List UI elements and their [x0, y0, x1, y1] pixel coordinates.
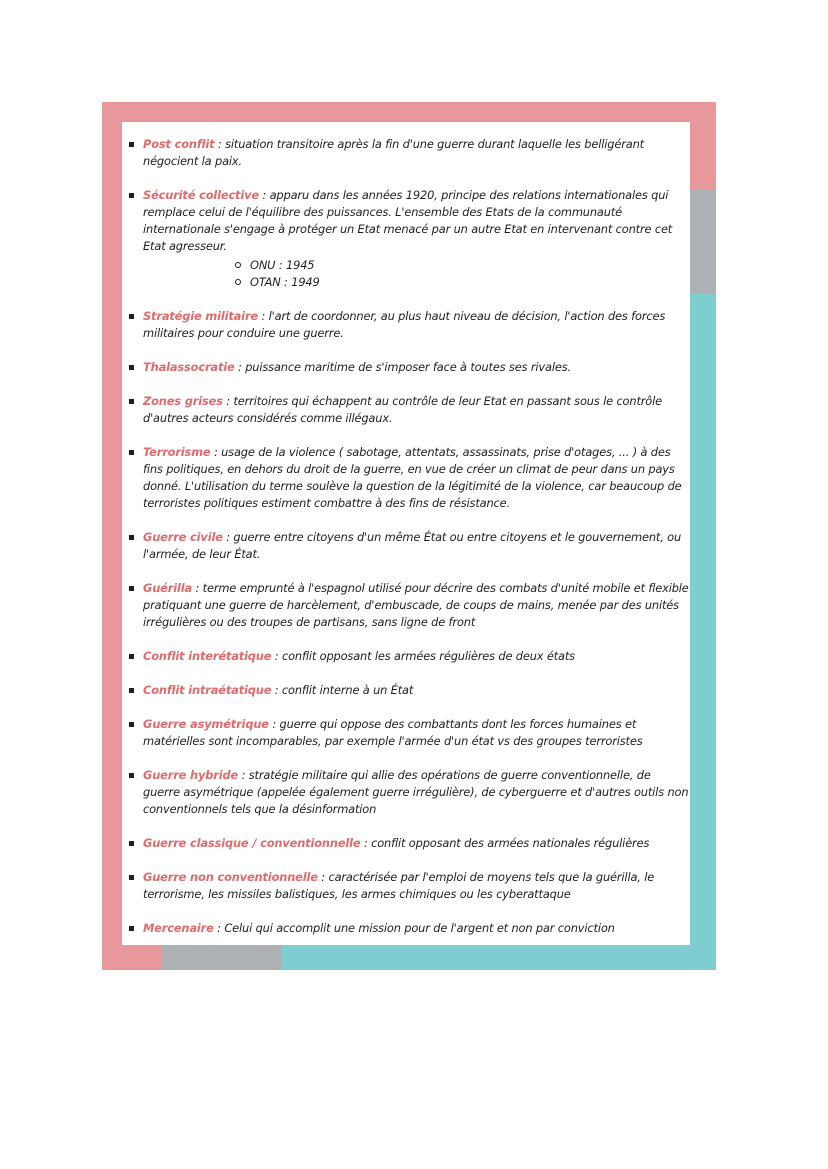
definition-text: : situation transitoire après la fin d'une guerre durant laquelle les belligérant négocient la paix. — [143, 137, 644, 168]
definition-text: : Celui qui accomplit une mission pour de l'argent et non par conviction — [213, 921, 615, 935]
frame-top-pink — [102, 102, 716, 122]
definition-strategie-militaire — [122, 308, 690, 342]
frame-right-pink — [690, 102, 716, 190]
definition-thalassocratie — [122, 359, 690, 376]
definition-text: : caractérisée par l'emploi de moyens tels que la guérilla, le terrorisme, les missiles balistiques, les armes chimiques ou les cyberattaque — [143, 870, 655, 901]
frame-right-gray — [690, 190, 716, 294]
definition-term: Stratégie militaire — [143, 309, 258, 323]
definition-conflit-interetatique — [122, 648, 690, 665]
definition-text: : conflit opposant les armées régulières de deux états — [271, 649, 575, 663]
definition-text: : usage de la violence ( sabotage, attentats, assassinats, prise d'otages, ... ) à des fins politiques, en dehors du droit de la guerre, en vue de créer un climat de peur dans un pays donné. L'utilisation du terme soulève la question de la légitimité de la violence, car beaucoup de terroristes politiques estiment combattre à des fins de résistance. — [143, 445, 682, 510]
definition-text: : guerre entre citoyens d'un même État ou entre citoyens et le gouvernement, ou l'armée, de leur État. — [143, 530, 682, 561]
definition-guerre-non-conventionnelle — [122, 869, 690, 903]
definition-term: Zones grises — [143, 394, 223, 408]
frame-left-pink — [102, 102, 122, 970]
definition-text: : puissance maritime de s'imposer face à toutes ses rivales. — [234, 360, 571, 374]
definition-guerre-asymetrique — [122, 716, 690, 750]
definition-text: : terme emprunté à l'espagnol utilisé pour décrire des combats d'unité mobile et flexible pratiquant une guerre de harcèlement, d'embuscade, de coups de mains, menée par des unités irrégulières ou des troupes de partisans, sans ligne de front — [143, 581, 689, 629]
definition-guerilla — [122, 580, 690, 631]
definitions-list — [122, 136, 690, 954]
frame-right-teal — [690, 294, 716, 970]
definition-guerre-civile — [122, 529, 690, 563]
definition-term: Thalassocratie — [143, 360, 235, 374]
definitions-card — [122, 122, 690, 945]
definition-term: Guerre non conventionnelle — [143, 870, 318, 884]
definition-guerre-classique — [122, 835, 690, 852]
definition-term: Guerre asymétrique — [143, 717, 269, 731]
sub-list — [143, 257, 690, 291]
definition-securite-collective — [122, 187, 690, 291]
definition-text: : conflit interne à un État — [271, 683, 414, 697]
definition-conflit-intraetatique — [122, 682, 690, 699]
definition-mercenaire — [122, 920, 690, 937]
definition-post-conflit — [122, 136, 690, 170]
definition-term: Guerre hybride — [143, 768, 239, 782]
definition-term: Conflit intraétatique — [143, 683, 272, 697]
definition-term: Conflit interétatique — [143, 649, 272, 663]
definition-guerre-hybride — [122, 767, 690, 818]
definition-term: Post conflit — [143, 137, 215, 151]
definition-text: : apparu dans les années 1920, principe des relations internationales qui remplace celui de l'équilibre des puissances. L'ensemble des Etats de la communauté internationale s'engage à protéger un Etat menacé par un autre Etat en intervenant contre cet Etat agresseur. — [143, 188, 673, 253]
definition-term: Sécurité collective — [143, 188, 259, 202]
definition-text: : territoires qui échappent au contrôle de leur Etat en passant sous le contrôle d'autres acteurs considérés comme illégaux. — [143, 394, 662, 425]
definition-term: Mercenaire — [143, 921, 214, 935]
definition-term: Guérilla — [143, 581, 193, 595]
definition-term: Guerre classique / conventionnelle — [143, 836, 361, 850]
definition-text: : stratégie militaire qui allie des opérations de guerre conventionnelle, de guerre asymétrique (appelée également guerre irrégulière), de cyberguerre et d'autres outils non conventionnels tels que la désinformation — [143, 768, 689, 816]
definition-zones-grises — [122, 393, 690, 427]
definition-text: : guerre qui oppose des combattants dont les forces humaines et matérielles sont incomparables, par exemple l'armée d'un état vs des groupes terroristes — [143, 717, 643, 748]
definition-text: : l'art de coordonner, au plus haut niveau de décision, l'action des forces militaires pour conduire une guerre. — [143, 309, 666, 340]
definition-text: : conflit opposant des armées nationales régulières — [360, 836, 650, 850]
definition-terrorisme — [122, 444, 690, 512]
sub-item-otan: OTAN : 1949 — [234, 274, 690, 291]
definition-term: Terrorisme — [143, 445, 211, 459]
definition-term: Guerre civile — [143, 530, 223, 544]
sub-item-onu: ONU : 1945 — [234, 257, 690, 274]
